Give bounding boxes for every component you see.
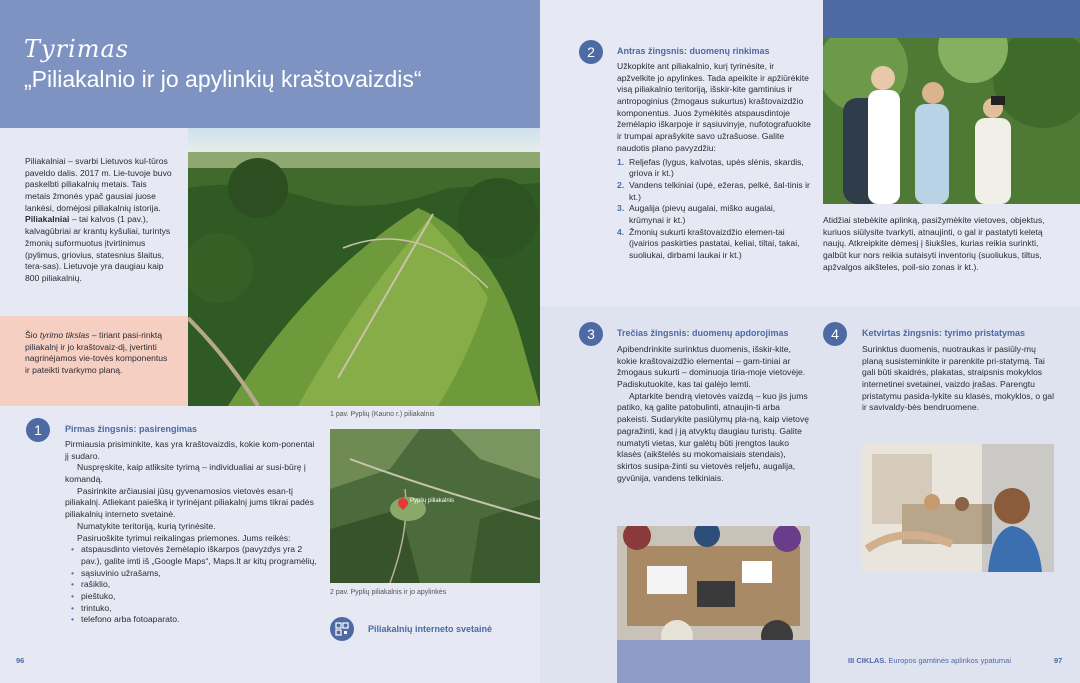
accent-strip xyxy=(823,0,1080,38)
step-3-number: 3 xyxy=(579,322,603,346)
step-1-body: Pirmiausia prisiminkite, kas yra kraštovaizdis, kokie kom-ponentai jį sudaro. Nuspręskite, kaip atliksite tyrimą – individualiai ar susi-būrę į komandą. Pasirinkite arčiausiai jūsų gyvenamosios vietovės esan-tį piliakalnį. Atliekant paiešką ir tyrinėjant piliakalnį jums tikrai padės piliakalnių interneto svetainė. Numatykite teritoriją, kurią tyrinėsite. Pasiruoškite tyrimui reikalingas priemones. Jums reikės: • atspausdinto vietovės žemėlapio iškarpos (pavyzdys yra 2 pav.), galite imti iš „Google Maps“, Maps.lt ar kitų programėlių, • sąsiuvinio užrašams, • rašiklio, • pieštuko, • trintuko, • telefono arba fotoaparato. xyxy=(65,439,320,626)
list-item: • telefono arba fotoaparato. xyxy=(71,614,320,626)
page-number-left: 96 xyxy=(16,656,25,665)
step-1-heading: Pirmas žingsnis: pasirengimas xyxy=(65,424,198,434)
figure-2-caption: 2 pav. Pyplių piliakalnis ir jo apylinkės xyxy=(330,589,447,596)
goal-text: Šio tyrimo tikslas – tiriant pasi-rinktą piliakalnį ir jo kraštovaiz-dį, įvertinti nagrinėjamos vie-tovės komponentus ir pateikti tvarkymo planą. xyxy=(25,330,168,376)
list-item: • rašiklio, xyxy=(71,579,320,591)
classroom-photo xyxy=(862,444,1054,572)
step-1-number: 1 xyxy=(26,418,50,442)
website-link[interactable]: Piliakalnių interneto svetainė xyxy=(368,624,493,634)
step-2-number: 2 xyxy=(579,40,603,64)
hillfort-aerial-photo xyxy=(188,128,540,406)
intro-text: Piliakalniai – svarbi Lietuvos kul-tūros paveldo dalis. 2017 m. Lie-tuvoje buvo paskelbti piliakalnių metais. Tais metais žmonės ypač gausiai juose lankėsi, domėjosi piliakalnių istorija. Piliakalniai – tai kalvos (1 pav.), kalvagūbriai ar krantų kyšuliai, turintys žmonių suformuotus įtvirtinimus (pylimus, griovius, statesnius šlaitus, tera-sas). Lietuvoje yra daugiau kaip 800 piliakalnių. xyxy=(25,156,172,283)
list-item: 3. Augalija (pievų augalai, miško augalai, krūmynai ir kt.) xyxy=(617,203,776,225)
list-item: 4. Žmonių sukurti kraštovaizdžio elemen-tai (įvairios paskirties pastatai, keliai, tiltai, takai, suoliukai, dirbami laukai ir kt.) xyxy=(617,226,800,260)
page-number-right: 97 xyxy=(1054,656,1063,665)
observers-photo xyxy=(823,38,1080,204)
step-3-heading: Trečias žingsnis: duomenų apdorojimas xyxy=(617,328,789,338)
step-3-body: Apibendrinkite surinktus duomenis, išskir-kite, kokie kraštovaizdžio elementai – gam-tiniai ar žmogaus sukurti – dominuoja tiria-moje vietovėje. Padiskutuokite, kas tai galėjo lemti. Aptarkite bendrą vietovės vaizdą – kuo jis jums patiko, ką galite patobulinti, atnaujin-ti arba pakeisti. Sudarykite pasiūlymų pla-ną, kaip vietovę pagražinti, kad į ją atvyktų daugiau turistų. Galite numatyti vietas, kur galėtų būti įrengtos lauko klasės (aikštelės su mokomaisiais stendais), skirtos susipa-žinti su vietovės reljefu, augalija, gyvūnija, vandens telkiniais. xyxy=(617,344,810,483)
page-title: „Piliakalnio ir jo apylinkių kraštovaizdis“ xyxy=(24,66,422,92)
figure-1-caption: 1 pav. Pyplių (Kauno r.) piliakalnis xyxy=(330,411,435,418)
list-item: • atspausdinto vietovės žemėlapio iškarpos (pavyzdys yra 2 pav.), galite imti iš „Google Maps“, Maps.lt ar kitų programėlių, xyxy=(71,544,320,567)
script-title: Tyrimas xyxy=(24,35,130,63)
step-2-heading: Antras žingsnis: duomenų rinkimas xyxy=(617,46,770,56)
step-4-number: 4 xyxy=(823,322,847,346)
step-4-heading: Ketvirtas žingsnis: tyrimo pristatymas xyxy=(862,328,1026,338)
bottom-accent-band xyxy=(617,640,810,683)
qr-code-icon[interactable] xyxy=(330,617,354,641)
satellite-map xyxy=(330,429,540,583)
step-2-body: Užkopkite ant piliakalnio, kurį tyrinėsite, ir apžvelkite jo apylinkes. Tada apeikite ir apžiūrėkite visą piliakalnio teritoriją, išskir-kite gamtinius ir antropoginius (žmogaus sukurtus) kraštovaizdžio komponentus. Juos žymėkitės atspausdintoje žemėlapio iškarpoje ir sąsiuvinyje, nufotografuokite ir trumpai aprašykite savo užrašuose. Galite naudotis plano pavyzdžiu: 1. Reljefas (lygus, kalvotas, upės slėnis, skardis, griova ir kt.) 2. Vandens telkiniai (upė, ežeras, pelkė, šal-tinis ir kt.) 3. Augalija (pievų augalai, miško augalai, krūmynai ir kt.) 4. Žmonių sukurti kraštovaizdžio elemen-tai (įvairios paskirties pastatai, keliai, tiltai, takai, suoliukai, dirbami laukai ir kt.) xyxy=(617,61,811,260)
list-item: • sąsiuvinio užrašams, xyxy=(71,568,320,580)
chapter-footer: III CIKLAS. Europos gamtinės aplinkos ypatumai xyxy=(848,656,1011,665)
list-item: 1. Reljefas (lygus, kalvotas, upės slėnis, skardis, griova ir kt.) xyxy=(617,156,804,179)
list-item: 2. Vandens telkiniai (upė, ežeras, pelkė, šal-tinis ir kt.) xyxy=(617,179,810,202)
list-item: • trintuko, xyxy=(71,603,320,615)
step-4-body: Surinktus duomenis, nuotraukas ir pasiūly-mų planą susisteminkite ir parenkite pri-statymą. Tai gali būti skaidrės, plakatas, straipsnis mokyklos internetinei svetainei, vaizdo įrašas. Parengtu pristatymu pasida-lykite su klasės, mokyklos, o gal ir savivaldy-bės bendruomene. xyxy=(862,344,1054,413)
map-pin-label: Pyplių piliakalnis xyxy=(410,498,455,504)
list-item: • pieštuko, xyxy=(71,591,320,603)
observe-text: Atidžiai stebėkite aplinką, pasižymėkite vietoves, objektus, kuriuos siūlysite tvarkyti, atnaujinti, o gal ir pastatyti keletą naujų. Atkreipkite dėmesį į šiukšles, kurias reikia surinkti, galbūt kur nors reikia sutaisyti inventorių (suoliukus, tiltus, apžvalgos aikšteles, poil-sio zonas ir kt.). xyxy=(823,215,1045,272)
students-table-photo xyxy=(617,526,810,640)
